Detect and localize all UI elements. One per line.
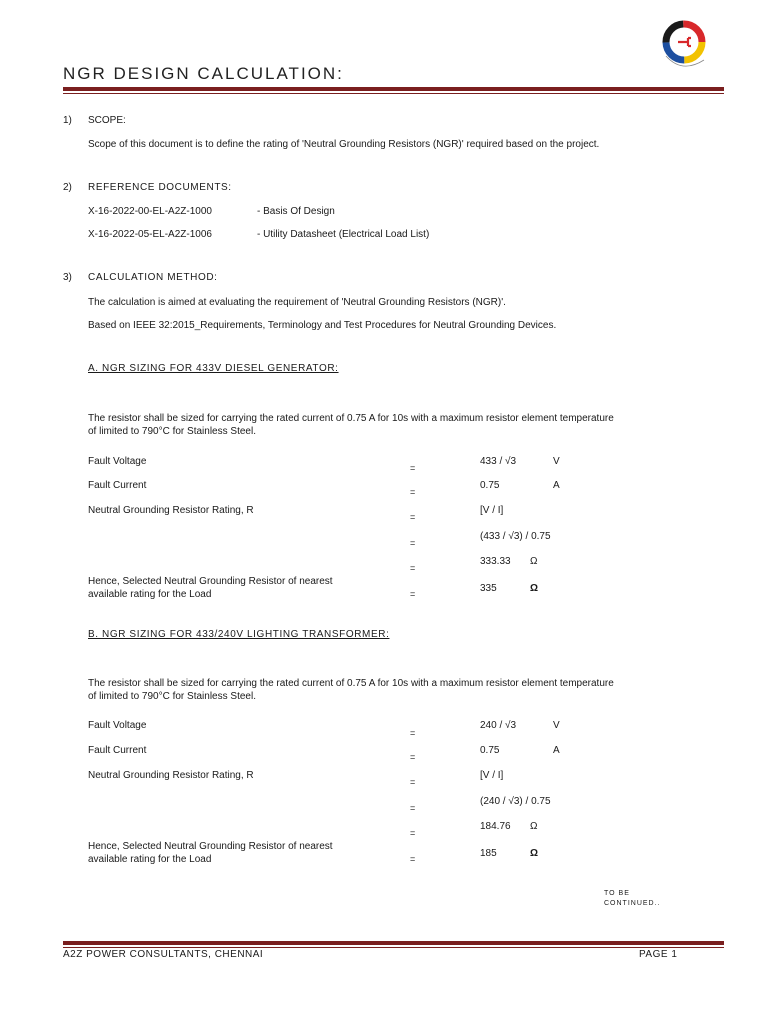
method-text-2: Based on IEEE 32:2015_Requirements, Terminology and Test Procedures for Neutral Grounding Devices. xyxy=(88,320,557,331)
equals-sign: = xyxy=(410,752,416,762)
final-value: 335 xyxy=(480,583,497,594)
calc-unit: V xyxy=(553,456,560,467)
equals-sign: = xyxy=(410,828,416,838)
method-text-1: The calculation is aimed at evaluating the requirement of 'Neutral Grounding Resistors (NGR)'. xyxy=(88,297,506,308)
equals-sign: = xyxy=(410,728,416,738)
equals-sign: = xyxy=(410,463,416,473)
company-logo xyxy=(652,16,712,76)
scope-number: 1) xyxy=(63,115,72,126)
final-label-2: available rating for the Load xyxy=(88,854,212,865)
section-a-heading: A. NGR SIZING FOR 433V DIESEL GENERATOR: xyxy=(88,363,339,374)
section-b-heading: B. NGR SIZING FOR 433/240V LIGHTING TRANSFORMER: xyxy=(88,629,390,640)
footer-page-number: PAGE 1 xyxy=(639,949,678,960)
calc-unit: A xyxy=(553,745,560,756)
scope-heading: SCOPE: xyxy=(88,115,126,126)
equals-sign: = xyxy=(410,563,416,573)
references-number: 2) xyxy=(63,182,72,193)
calc-unit: A xyxy=(553,480,560,491)
calc-value: [V / I] xyxy=(480,505,504,516)
references-heading: REFERENCE DOCUMENTS: xyxy=(88,182,232,193)
calc-label: Fault Current xyxy=(88,745,147,756)
continued-note-1: TO BE xyxy=(604,890,630,897)
calc-value: 333.33 xyxy=(480,556,511,567)
calc-value: (433 / √3) / 0.75 xyxy=(480,531,551,542)
calc-value: [V / I] xyxy=(480,770,504,781)
calc-value: 184.76 xyxy=(480,821,511,832)
final-unit: Ω xyxy=(530,848,539,859)
reference-code: X-16-2022-00-EL-A2Z-1000 xyxy=(88,206,212,217)
footer-rule-thick xyxy=(63,941,724,945)
final-value: 185 xyxy=(480,848,497,859)
calc-value: 0.75 xyxy=(480,745,500,756)
calc-value: 433 / √3 xyxy=(480,456,517,467)
calc-value: 0.75 xyxy=(480,480,500,491)
section-b-intro-1: The resistor shall be sized for carrying the rated current of 0.75 A for 10s with a maximum resistor element temperature xyxy=(88,678,614,689)
calc-label: Fault Current xyxy=(88,480,147,491)
method-heading: CALCULATION METHOD: xyxy=(88,272,218,283)
final-label-2: available rating for the Load xyxy=(88,589,212,600)
equals-sign: = xyxy=(410,803,416,813)
calc-label: Neutral Grounding Resistor Rating, R xyxy=(88,505,254,516)
final-label-1: Hence, Selected Neutral Grounding Resistor of nearest xyxy=(88,841,333,852)
calc-value: (240 / √3) / 0.75 xyxy=(480,796,551,807)
equals-sign: = xyxy=(410,487,416,497)
calc-value: 240 / √3 xyxy=(480,720,517,731)
equals-sign: = xyxy=(410,777,416,787)
section-b-intro-2: of limited to 790°C for Stainless Steel. xyxy=(88,691,256,702)
equals-sign: = xyxy=(410,854,416,864)
continued-note-2: CONTINUED.. xyxy=(604,900,661,907)
header-rule-thin xyxy=(63,93,724,94)
footer-company: A2Z POWER CONSULTANTS, CHENNAI xyxy=(63,949,264,960)
final-label-1: Hence, Selected Neutral Grounding Resistor of nearest xyxy=(88,576,333,587)
section-a-intro-1: The resistor shall be sized for carrying the rated current of 0.75 A for 10s with a maximum resistor element temperature xyxy=(88,413,614,424)
method-number: 3) xyxy=(63,272,72,283)
calc-unit: Ω xyxy=(530,556,538,567)
calc-unit: Ω xyxy=(530,821,538,832)
footer-rule-thin xyxy=(63,947,724,948)
equals-sign: = xyxy=(410,512,416,522)
section-a-intro-2: of limited to 790°C for Stainless Steel. xyxy=(88,426,256,437)
header-rule-thick xyxy=(63,87,724,91)
equals-sign: = xyxy=(410,538,416,548)
reference-desc: - Basis Of Design xyxy=(257,206,335,217)
reference-desc: - Utility Datasheet (Electrical Load List) xyxy=(257,229,430,240)
calc-label: Fault Voltage xyxy=(88,456,147,467)
equals-sign: = xyxy=(410,589,416,599)
final-unit: Ω xyxy=(530,583,539,594)
scope-text: Scope of this document is to define the rating of 'Neutral Grounding Resistors (NGR)' required based on the project. xyxy=(88,139,600,150)
calc-label: Fault Voltage xyxy=(88,720,147,731)
page-title: NGR DESIGN CALCULATION: xyxy=(63,64,344,83)
calc-label: Neutral Grounding Resistor Rating, R xyxy=(88,770,254,781)
reference-code: X-16-2022-05-EL-A2Z-1006 xyxy=(88,229,212,240)
calc-unit: V xyxy=(553,720,560,731)
